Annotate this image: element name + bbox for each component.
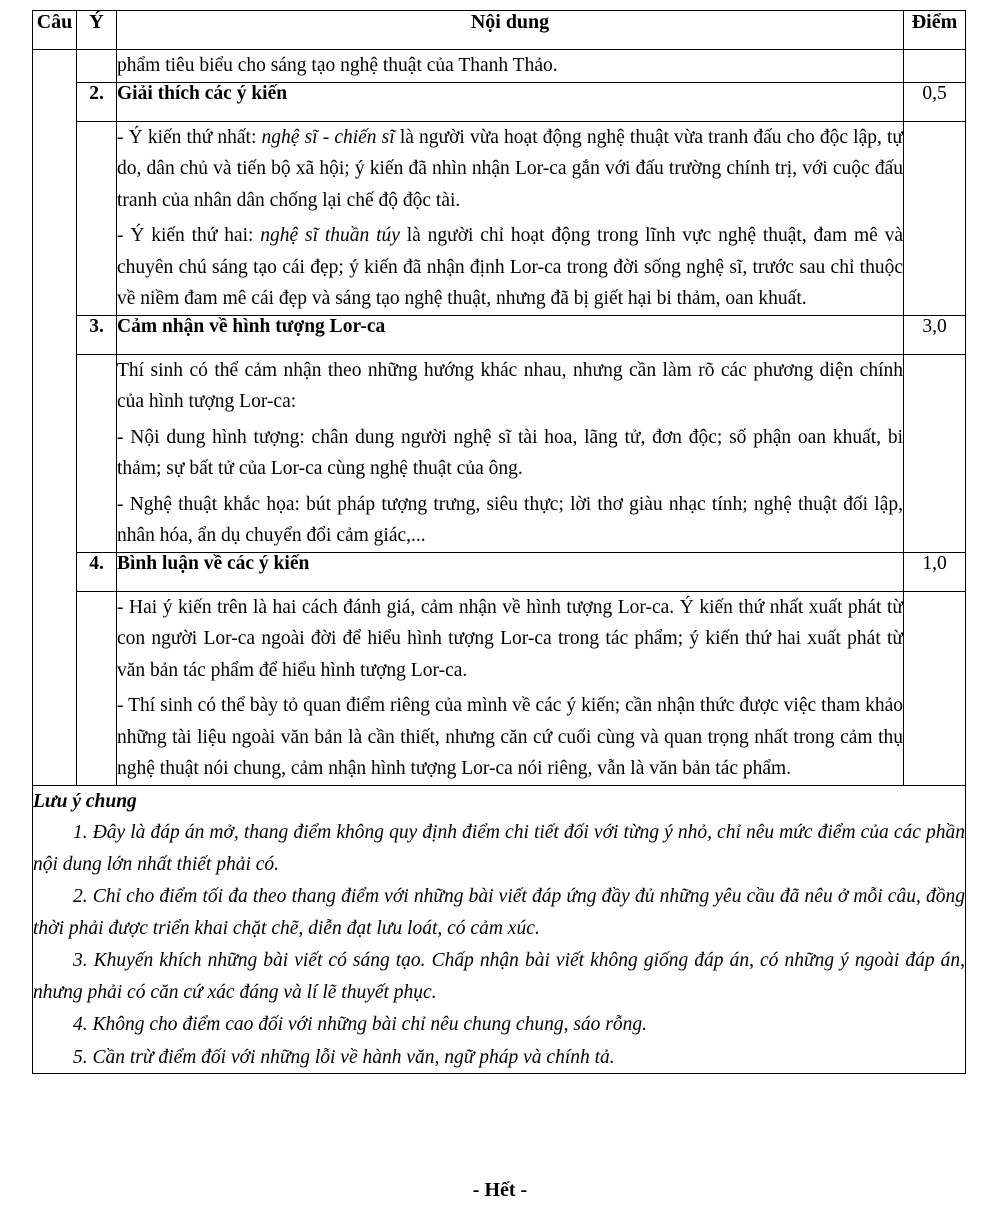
score-cell <box>904 50 966 83</box>
section-body-row <box>33 354 966 552</box>
note-item: 5. Cần trừ điểm đối với những lỗi về hành văn, ngữ pháp và chính tả. <box>73 1046 615 1068</box>
paragraph-text: - Hai ý kiến trên là hai cách đánh giá, cảm nhận về hình tượng Lor-ca. Ý kiến thứ nhất xuất phát từ con người Lor-ca ngoài đời để hiểu hình tượng Lor-ca trong tác phẩm; ý kiến thứ hai xuất phát từ văn bản tác phẩm để hiểu hình tượng Lor-ca. <box>117 596 903 681</box>
italic-term: nghệ sĩ - chiến sĩ <box>261 126 395 148</box>
section-heading-row <box>33 315 966 354</box>
section-score: 0,5 <box>904 82 966 121</box>
section-title: Bình luận về các ý kiến <box>117 552 904 591</box>
note-item: 3. Khuyến khích những bài viết có sáng tạo. Chấp nhận bài viết không giống đáp án, có những ý ngoài đáp án, nhưng phải có căn cứ xác đáng và lí lẽ thuyết phục. <box>33 950 965 1003</box>
paragraph-text: là người chỉ hoạt động trong lĩnh vực nghệ thuật, đam mê và chuyên chú sáng tạo cái đẹp; ý kiến đã nhận định Lor-ca trong đời sống nghệ sĩ, trước sau chỉ thuộc về niềm đam mê cái đẹp và sáng tạo nghệ thuật, nhưng đã bị giết hại bi thảm, oan khuất. <box>117 225 903 309</box>
section-title: Cảm nhận về hình tượng Lor-ca <box>117 315 904 354</box>
y-cell <box>77 354 117 552</box>
section-score: 3,0 <box>904 315 966 354</box>
section-content <box>117 121 904 315</box>
section-number: 4. <box>77 552 117 591</box>
section-paragraph <box>117 592 903 687</box>
note-item: 2. Chỉ cho điểm tối đa theo thang điểm với những bài viết đáp ứng đầy đủ những yêu cầu đã nêu ở mỗi câu, đồng thời phải được triển khai chặt chẽ, diễn đạt lưu loát, có cảm xúc. <box>33 886 965 939</box>
section-heading-row <box>33 552 966 591</box>
paragraph-text: - Ý kiến thứ nhất: <box>117 126 262 148</box>
paragraph-text: - Ý kiến thứ hai: <box>117 225 261 246</box>
continuation-row <box>33 50 966 83</box>
section-paragraph <box>117 690 903 785</box>
section-paragraph <box>117 489 903 552</box>
section-number: 2. <box>77 82 117 121</box>
section-paragraph <box>117 220 903 315</box>
header-cau: Câu <box>33 11 77 50</box>
y-cell <box>77 591 117 785</box>
score-cell <box>904 121 966 315</box>
paragraph-text: - Thí sinh có thể bày tỏ quan điểm riêng của mình về các ý kiến; cần nhận thức được việc tham khảo những tài liệu ngoài văn bản là cần thiết, nhưng căn cứ cuối cùng và quan trọng nhất trong cảm thụ nghệ thuật nói chung, cảm nhận hình tượng Lor-ca nói riêng, vẫn là văn bản tác phẩm. <box>117 695 903 779</box>
grading-table <box>32 10 966 1074</box>
section-body-row <box>33 591 966 785</box>
section-paragraph <box>117 122 903 217</box>
score-cell <box>904 354 966 552</box>
notes-title: Lưu ý chung <box>33 790 137 812</box>
end-marker: - Hết - <box>472 1179 528 1201</box>
paragraph-text: - Nghệ thuật khắc họa: bút pháp tượng trưng, siêu thực; lời thơ giàu nhạc tính; nghệ thuật đối lập, nhân hóa, ẩn dụ chuyển đổi cảm giác,... <box>117 493 903 546</box>
note-item: 4. Không cho điểm cao đối với những bài chỉ nêu chung chung, sáo rỗng. <box>73 1014 648 1035</box>
section-heading-row <box>33 82 966 121</box>
y-cell <box>77 50 117 83</box>
general-notes <box>33 785 966 1074</box>
header-content: Nội dung <box>117 11 904 50</box>
section-title: Giải thích các ý kiến <box>117 82 904 121</box>
section-number: 3. <box>77 315 117 354</box>
content-cell <box>117 50 904 83</box>
y-cell <box>77 121 117 315</box>
header-y: Ý <box>77 11 117 50</box>
cau-cell <box>33 50 77 786</box>
section-body-row <box>33 121 966 315</box>
table-header-row <box>33 11 966 50</box>
paragraph-text: Thí sinh có thể cảm nhận theo những hướng khác nhau, nhưng cần làm rõ các phương diện chính của hình tượng Lor-ca: <box>117 359 903 412</box>
header-score: Điểm <box>904 11 966 50</box>
italic-term: nghệ sĩ thuần túy <box>260 225 400 246</box>
paragraph-text: - Nội dung hình tượng: chân dung người nghệ sĩ tài hoa, lãng tử, đơn độc; số phận oan khuất, bi thảm; sự bất tử của Lor-ca cùng nghệ thuật của ông. <box>117 426 903 479</box>
section-paragraph <box>117 355 903 418</box>
paragraph-text: là người vừa hoạt động nghệ thuật vừa tranh đấu cho độc lập, tự do, dân chủ và tiến bộ xã hội; ý kiến đã nhìn nhận Lor-ca gắn với đấu trường chính trị, với cuộc đấu tranh của nhân dân chống lại chế độ độc tài. <box>117 126 903 211</box>
section-content <box>117 354 904 552</box>
note-item: 1. Đây là đáp án mở, thang điểm không quy định điểm chi tiết đối với từng ý nhỏ, chỉ nêu mức điểm của các phần nội dung lớn nhất thiết phải có. <box>33 822 965 875</box>
score-cell <box>904 591 966 785</box>
section-content <box>117 591 904 785</box>
section-score: 1,0 <box>904 552 966 591</box>
notes-row <box>33 785 966 1074</box>
continuation-text: phẩm tiêu biểu cho sáng tạo nghệ thuật của Thanh Thảo. <box>117 55 558 76</box>
section-paragraph <box>117 422 903 485</box>
